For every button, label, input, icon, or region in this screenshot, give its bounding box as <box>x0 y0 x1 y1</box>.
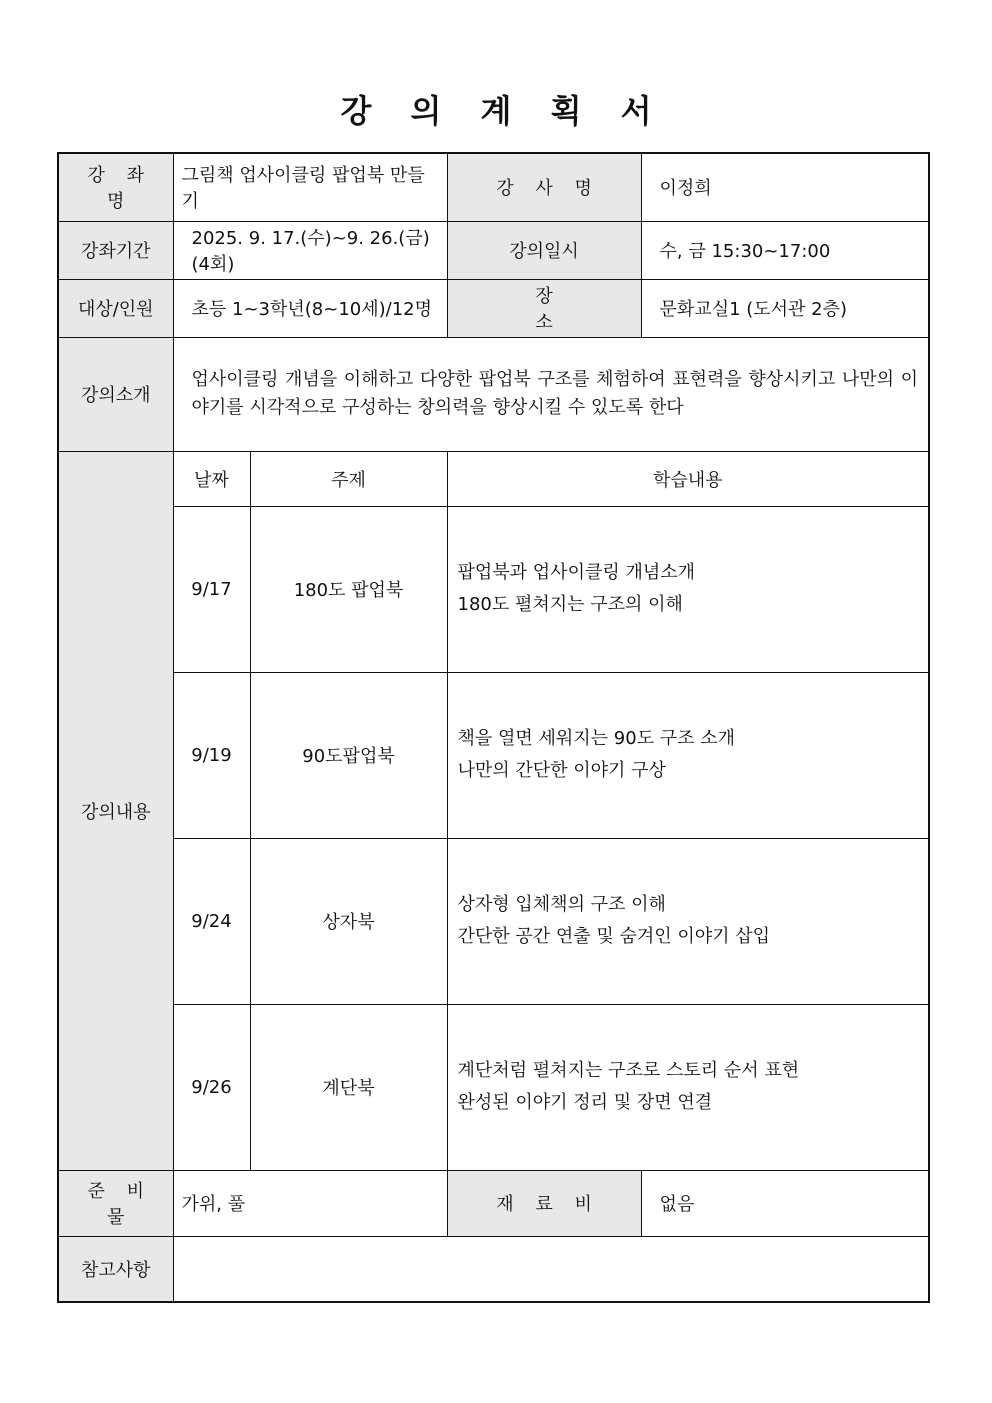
period-label: 강좌기간 <box>58 221 173 279</box>
notes-row <box>58 1236 929 1302</box>
fee-value: 없음 <box>641 1170 929 1236</box>
lesson-content <box>447 672 929 838</box>
lesson-content-line: 상자형 입체책의 구조 이해 <box>457 894 666 915</box>
lesson-topic: 180도 팝업북 <box>250 506 447 672</box>
lesson-topic: 90도팝업북 <box>250 672 447 838</box>
lesson-date: 9/24 <box>173 838 250 1004</box>
fee-label: 재 료 비 <box>447 1170 641 1236</box>
notes-label: 참고사항 <box>58 1236 173 1302</box>
lesson-content-line: 간단한 공간 연출 및 숨겨인 이야기 삽입 <box>457 926 771 947</box>
period-row <box>58 221 929 279</box>
lecture-plan-table <box>57 152 930 1303</box>
lesson-date: 9/19 <box>173 672 250 838</box>
intro-row <box>58 337 929 451</box>
intro-text: 업사이클링 개념을 이해하고 다양한 팝업북 구조를 체험하여 표현력을 향상시키고 나만의 이야기를 시각적으로 구성하는 창의력을 향상시킬 수 있도록 한다 <box>173 337 929 451</box>
lesson-content <box>447 1004 929 1170</box>
page-title: 강 의 계 획 서 <box>340 92 666 130</box>
lesson-topic: 계단북 <box>250 1004 447 1170</box>
lesson-content-line: 나만의 간단한 이야기 구상 <box>457 760 666 781</box>
header-content: 학습내용 <box>447 451 929 506</box>
instructor-label: 강 사 명 <box>447 153 641 221</box>
lessons-header-row <box>58 451 929 506</box>
lesson-row <box>58 506 929 672</box>
schedule-value: 수, 금 15:30~17:00 <box>641 221 929 279</box>
notes-value <box>173 1236 929 1302</box>
lesson-row <box>58 838 929 1004</box>
lesson-content-line: 책을 열면 세워지는 90도 구조 소개 <box>457 728 736 749</box>
lessons-label: 강의내용 <box>58 451 173 1170</box>
place-label: 장 소 <box>447 279 641 337</box>
lesson-content-line: 180도 펼쳐지는 구조의 이해 <box>457 594 683 615</box>
intro-label: 강의소개 <box>58 337 173 451</box>
lesson-row <box>58 672 929 838</box>
place-value: 문화교실1 (도서관 2층) <box>641 279 929 337</box>
lesson-content-line: 팝업북과 업사이클링 개념소개 <box>457 562 696 583</box>
lesson-row <box>58 1004 929 1170</box>
lesson-content <box>447 838 929 1004</box>
lesson-content <box>447 506 929 672</box>
course-value: 그림책 업사이클링 팝업북 만들기 <box>173 153 447 221</box>
lesson-date: 9/26 <box>173 1004 250 1170</box>
lesson-content-line: 완성된 이야기 정리 및 장면 연결 <box>457 1092 713 1113</box>
supplies-value: 가위, 풀 <box>173 1170 447 1236</box>
supplies-row <box>58 1170 929 1236</box>
instructor-value: 이정희 <box>641 153 929 221</box>
lesson-topic: 상자북 <box>250 838 447 1004</box>
header-topic: 주제 <box>250 451 447 506</box>
period-value: 2025. 9. 17.(수)~9. 26.(금)(4회) <box>173 221 447 279</box>
lesson-date: 9/17 <box>173 506 250 672</box>
target-row <box>58 279 929 337</box>
course-label: 강 좌 명 <box>58 153 173 221</box>
target-value: 초등 1~3학년(8~10세)/12명 <box>173 279 447 337</box>
supplies-label: 준 비 물 <box>58 1170 173 1236</box>
schedule-label: 강의일시 <box>447 221 641 279</box>
course-row <box>58 153 929 221</box>
lesson-content-line: 계단처럼 펼쳐지는 구조로 스토리 순서 표현 <box>457 1060 800 1081</box>
header-date: 날짜 <box>173 451 250 506</box>
target-label: 대상/인원 <box>58 279 173 337</box>
